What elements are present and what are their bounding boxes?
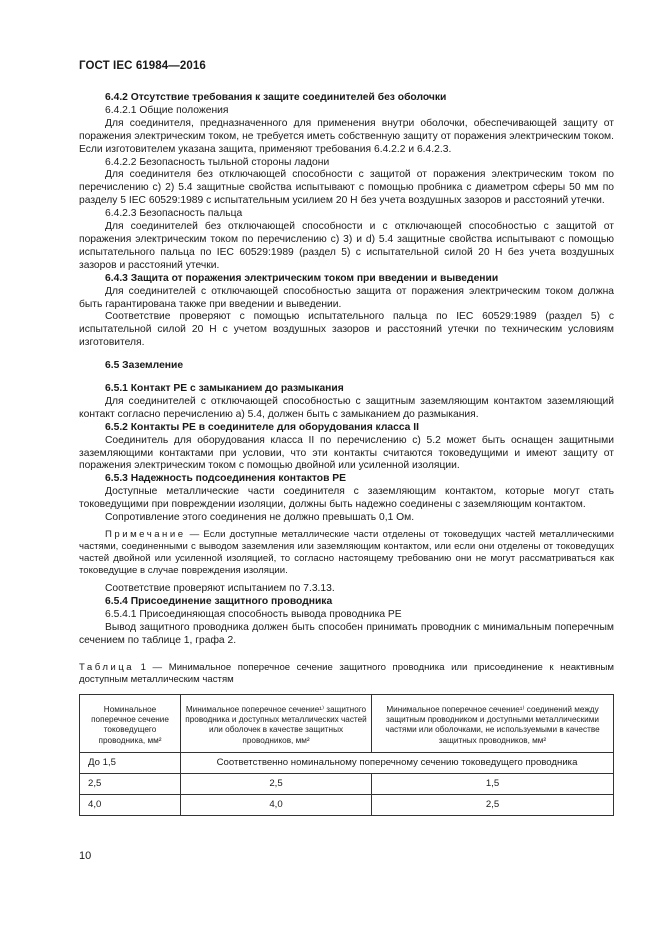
note-label: Примечание [105,529,186,540]
paragraph-p4: Для соединителей с отключающей способностью защита от поражения электрическим током должна быть гарантирована также при введении и выведении. [79,285,614,310]
cell-row2-col3: 1,5 [372,774,614,795]
table-header-row [80,694,614,753]
paragraph-p10: Соответствие проверяют испытанием по 7.3.13. [105,583,335,594]
paragraph-p6: Для соединителей с отключающей способностью с защитным заземляющим контактом заземляющий контакт согласно перечислению а) 5.4, должен быть с замыканием до размыкания. [79,395,614,420]
table-caption [79,662,614,686]
section-heading-h651: 6.5.1 Контакт РЕ с замыканием до размыкания [105,383,344,395]
table-row [80,774,614,795]
header-col1: Номинальное поперечное сечение токоведущего проводника, мм² [80,694,181,753]
paragraph-p3: Для соединителей без отключающей способности и с отключающей способностью с защитой от поражения электрическим током по перечислению с) 3) и d) 5.4 защитные свойства испытывают с помощью испытательного пальца по IEC 60529:1989 (раздел 5) с испытательной силой 20 Н без учета воздушных зазоров и расстояний утечки. [79,221,614,271]
cell-row3-col2: 4,0 [181,795,372,816]
paragraph-p11: Вывод защитного проводника должен быть способен принимать проводник с минимальным поперечным сечением по таблице 1, графа 2. [79,621,614,646]
paragraph-h6541: 6.5.4.1 Присоединяющая способность вывода проводника РЕ [105,608,402,620]
document-body [79,92,614,816]
paragraph-h6422: 6.4.2.2 Безопасность тыльной стороны ладони [105,156,330,168]
section-heading-h653: 6.5.3 Надежность подсоединения контактов РЕ [105,473,347,485]
paragraph-h6423: 6.4.2.3 Безопасность пальца [105,208,243,220]
paragraph-block [79,92,614,525]
paragraph-block-2 [79,583,614,648]
section-heading-h642: 6.4.2 Отсутствие требования к защите соединителей без оболочки [105,92,447,103]
paragraph-h6421: 6.4.2.1 Общие положения [105,104,229,116]
table-caption-label: Таблица [79,661,135,673]
section-heading-h652: 6.5.2 Контакты РЕ в соединителе для оборудования класса II [105,421,419,433]
standard-header: ГОСТ IEC 61984—2016 [79,60,206,72]
cell-row2-col2: 2,5 [181,774,372,795]
note-block [79,529,614,577]
header-col2: Минимальное поперечное сечение¹⁾ защитного проводника и доступных металлических частей или оболочек в качестве защитных проводников, мм² [181,694,372,753]
paragraph-p8: Доступные металлические части соединителя с заземляющим контактом, которые могут стать токоведущими при повреждении изоляции, должны быть надежно соединены с заземляющим контактом. [79,486,614,511]
table-row [80,753,614,774]
note-text: — Если доступные металлические части отделены от токоведущих частей металлическими частями, соединенными с выводом заземления или заземляющим контактом, или если они отделены от токоведущих частей двойной или усиленной изоляцией, то согласно настоящему требованию они не могут рассматриваться как токоведущие в случае повреждения изоляции. [79,529,614,576]
cell-row3-col3: 2,5 [372,795,614,816]
paragraph-p7: Соединитель для оборудования класса II по перечислению с) 5.2 может быть оснащен защитными заземляющими контактами при условии, что эти контакты считаются токоведущими и имеют защиту от поражения электрическим током с помощью двойной или усиленной изоляции. [79,434,614,472]
section-heading-h654: 6.5.4 Присоединение защитного проводника [105,595,333,607]
cross-section-table [79,694,614,817]
page-number: 10 [79,850,92,862]
paragraph-p1: Для соединителя, предназначенного для применения внутри оболочки, обеспечивающей защиту от поражения электрическим током, не требуется иметь собственную защиту от поражения электрическим током. Если изготовителем указана защита, применяют требования 6.4.2.2 и 6.4.2.3. [79,117,614,155]
section-heading-h65: 6.5 Заземление [105,360,184,372]
cell-row3-col1: 4,0 [80,795,181,816]
table-caption-text: 1 — Минимальное поперечное сечение защитного проводника или присоединение к неактивным доступным металлическим частям [79,661,614,685]
cell-row1-merged: Соответственно номинальному поперечному сечению токоведущего проводника [181,753,614,774]
cell-row1-col1: До 1,5 [80,753,181,774]
paragraph-p5: Соответствие проверяют с помощью испытательного пальца по IEC 60529:1989 (раздел 5) с испытательной силой 20 Н с учетом воздушных зазоров и расстояний утечки по техническим условиям изготовителя. [79,311,614,349]
section-heading-h643: 6.4.3 Защита от поражения электрическим током при введении и выведении [105,272,499,284]
paragraph-p2: Для соединителя без отключающей способности с защитой от поражения электрическим током по перечислению с) 2) 5.4 защитные свойства испытывают с помощью пробника с диаметром сферы 50 мм по разделу 5 IEC 60529:1989 с испытательным усилием 20 Н без учета воздушных зазоров и расстояний утечки. [79,169,614,207]
table-row [80,795,614,816]
paragraph-p9: Сопротивление этого соединения не должно превышать 0,1 Ом. [105,512,415,524]
cell-row2-col1: 2,5 [80,774,181,795]
header-col3: Минимальное поперечное сечение¹⁾ соединений между защитным проводником и доступными металлическими частями или оболочками, не используемыми в качестве защитных проводников, мм² [372,694,614,753]
